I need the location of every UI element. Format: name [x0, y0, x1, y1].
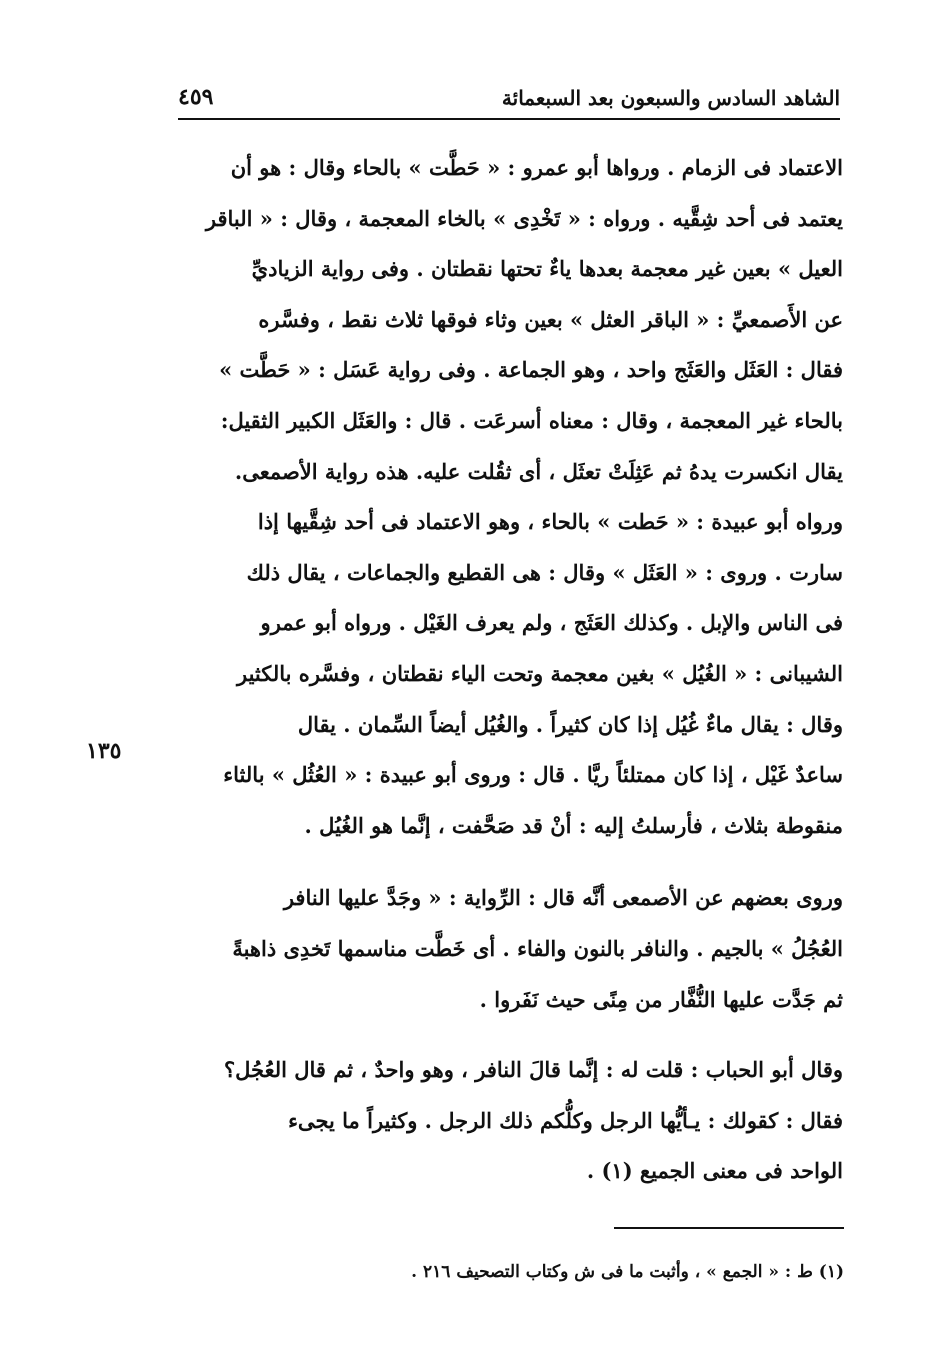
paragraph	[176, 143, 843, 851]
paragraph	[176, 1045, 843, 1197]
text-line: سارت . وروى : « العَثَل » وقال : هى القطيع والجماعات ، يقال ذلك	[246, 559, 843, 585]
text-line: ثم جَدَّت عليها النُّفَّار من مِنًى حيث نَفَروا .	[479, 986, 843, 1012]
text-line: ساعدٌ غَيْل ، إذا كان ممتلئاً ريَّا . قال : وروى أبو عبيدة : « العُثُل » بالثاء	[223, 762, 843, 788]
text-line: العيل » بعين غير معجمة بعدها ياءٌ تحتها نقطتان . وفى رواية الزياديِّ	[251, 256, 843, 282]
text-line: وقال : يقال ماءٌ غُيُل إذا كان كثيراً . والغُيُل أيضاً السِّمان . يقال	[297, 711, 843, 737]
footnote-rule	[614, 1227, 844, 1229]
body-text	[176, 143, 843, 1197]
text-line: الشيبانى : « الغُيُل » بغين معجمة وتحت الياء نقطتان ، وفسَّره بالكثير	[237, 660, 843, 686]
paragraph-gap	[176, 1025, 843, 1045]
text-line: يعتمد فى أحد شِقَّيه . ورواه : « تَخْدِى » بالخاء المعجمة ، وقال : « الباقر	[205, 205, 843, 231]
text-line: فى الناس والإبل . وكذلك العَثَج ، ولم يعرف الغَيْل . ورواه أبو عمرو	[260, 610, 843, 636]
text-line: منقوطة بثلاث ، فأرسلتُ إليه : أنْ قد صَحَّفت ، إنَّما هو الغُيُل .	[304, 812, 843, 838]
text-line: وقال أبو الحباب : قلت له : إنَّما قالَ النافر ، وهو واحدٌ ، ثم قال العُجُل؟	[224, 1057, 843, 1083]
paragraph	[176, 873, 843, 1025]
text-line: العُجُلُ » بالجيم . والنافر بالنون والفاء . أى خَطَّت مناسمها تَخدِى ذاهبةً	[232, 935, 843, 961]
running-title: الشاهد السادس والسبعون بعد السبعمائة	[501, 86, 840, 110]
text-line: عن الأَصمعيِّ : « الباقر العثل » بعين وثاء فوقها ثلاث نقط ، وفسَّره	[258, 306, 843, 332]
text-line: بالحاء غير المعجمة ، وقال : معناه أسرعَت . قال : والعَثَل الكبير الثقيل:	[220, 407, 843, 433]
text-line: فقال : العَثَل والعَثَج واحد ، وهو الجماعة . وفى رواية عَسَل : « حَطَّت »	[219, 357, 843, 383]
page-number: ٤٥٩	[178, 84, 214, 110]
text-line: الاعتماد فى الزمام . ورواها أبو عمرو : « حَطَّت » بالحاء وقال : هو أن	[230, 155, 843, 180]
header-rule	[178, 118, 840, 120]
paragraph-gap	[176, 851, 843, 873]
text-line: يقال انكسرت يدهُ ثم عَثِلَتْ تعثَل ، أى ثقُلت عليه. هذه رواية الأصمعى.	[234, 458, 843, 484]
running-header	[178, 80, 840, 116]
footnote: (١) ط : « الجمع » ، وأثبت ما فى ش وكتاب التصحيف ٢١٦ .	[411, 1262, 844, 1282]
text-line: ورواه أبو عبيدة : « حَطت » بالحاء ، وهو الاعتماد فى أحد شِقَّيها إذا	[257, 509, 843, 535]
text-line: الواحد فى معنى الجميع (١) .	[586, 1158, 843, 1184]
text-line: فقال : كقولك : يـأيُّها الرجل وكلُّكم ذلك الرجل . وكثيراً ما يجىء	[288, 1107, 843, 1133]
margin-note: ١٣٥	[86, 738, 122, 764]
text-line: وروى بعضهم عن الأصمعى أنَّه قال : الرِّواية : « وجَدَّ عليها النافر	[283, 885, 843, 911]
